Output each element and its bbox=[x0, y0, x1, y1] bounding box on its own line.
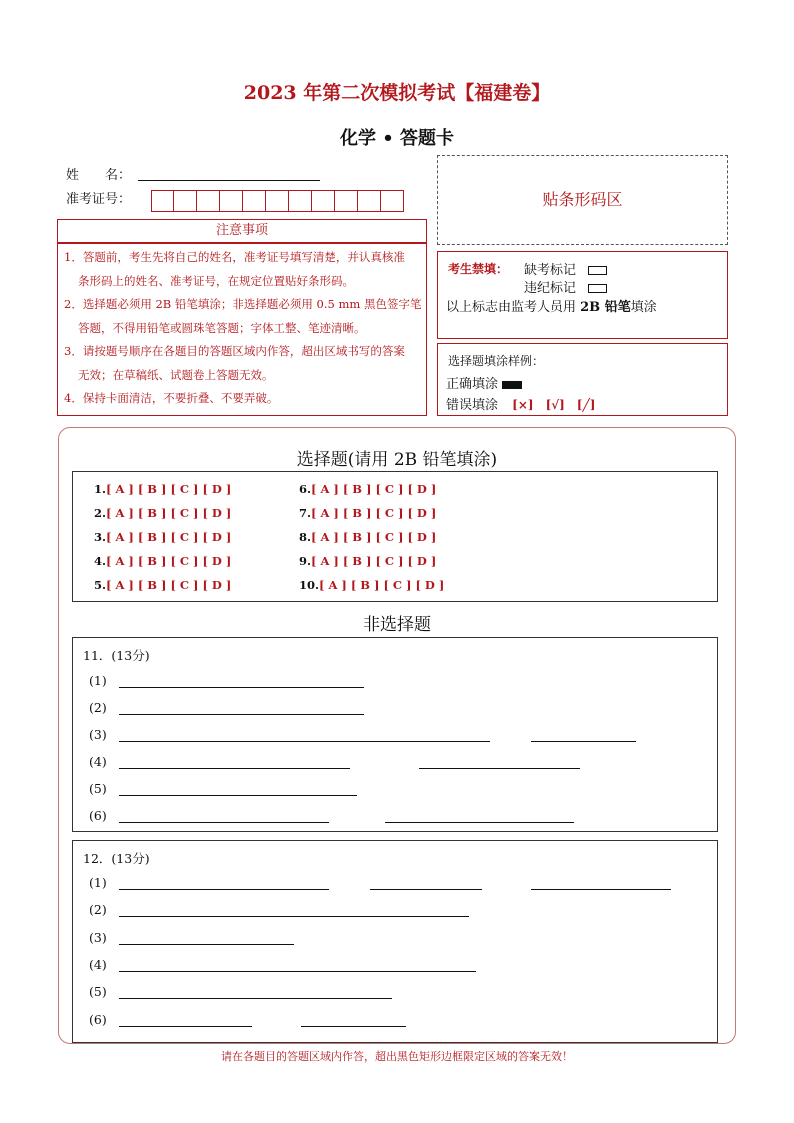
answer-line[interactable] bbox=[531, 741, 636, 742]
footer-warning: 请在各题目的答题区域内作答，超出黑色矩形边框限定区域的答案无效！ bbox=[221, 1050, 573, 1063]
answer-line[interactable] bbox=[119, 768, 350, 769]
answer-line[interactable] bbox=[301, 1026, 406, 1027]
mc-question[interactable]: 5.[ A ] [ B ] [ C ] [ D ] bbox=[94, 578, 232, 592]
answer-line[interactable] bbox=[119, 889, 329, 890]
id-cell[interactable] bbox=[312, 190, 335, 212]
mc-question[interactable]: 3.[ A ] [ B ] [ C ] [ D ] bbox=[94, 530, 232, 544]
q12-box bbox=[72, 840, 718, 1043]
answer-line[interactable] bbox=[119, 795, 357, 796]
wrong-fill-marks: [×] [√] [╱] bbox=[512, 398, 596, 412]
answer-line[interactable] bbox=[119, 687, 364, 688]
answer-line[interactable] bbox=[385, 822, 574, 823]
absent-label: 缺考标记 bbox=[524, 263, 577, 278]
notes-item: 条形码上的姓名、准考证号，在规定位置贴好条形码。 bbox=[78, 273, 354, 288]
q12-part-label: (4) bbox=[89, 957, 107, 972]
answer-line[interactable] bbox=[119, 1026, 252, 1027]
q11-part-label: (2) bbox=[89, 700, 107, 715]
answer-line[interactable] bbox=[119, 998, 392, 999]
notes-heading: 注意事项 bbox=[57, 219, 427, 243]
correct-fill-mark bbox=[502, 381, 522, 389]
barcode-label: 贴条形码区 bbox=[542, 190, 623, 209]
id-label: 准考证号： bbox=[66, 192, 132, 207]
answer-line[interactable] bbox=[119, 971, 476, 972]
q11-part-label: (5) bbox=[89, 781, 107, 796]
answer-line[interactable] bbox=[119, 916, 469, 917]
correct-fill-label: 正确填涂 bbox=[446, 377, 499, 392]
id-cell[interactable] bbox=[243, 190, 266, 212]
mc-question[interactable]: 8.[ A ] [ B ] [ C ] [ D ] bbox=[299, 530, 437, 544]
violation-label: 违纪标记 bbox=[524, 281, 577, 296]
q11-part-label: (6) bbox=[89, 808, 107, 823]
mc-question[interactable]: 2.[ A ] [ B ] [ C ] [ D ] bbox=[94, 506, 232, 520]
mc-heading: 选择题(请用 2B 铅笔填涂) bbox=[296, 450, 498, 470]
name-label: 姓 名： bbox=[66, 168, 132, 183]
prohibit-label: 考生禁填： bbox=[448, 262, 509, 276]
id-cell[interactable] bbox=[289, 190, 312, 212]
answer-line[interactable] bbox=[419, 768, 580, 769]
q11-part-label: (3) bbox=[89, 727, 107, 742]
id-cell[interactable] bbox=[335, 190, 358, 212]
q12-part-label: (6) bbox=[89, 1012, 107, 1027]
mc-question[interactable]: 6.[ A ] [ B ] [ C ] [ D ] bbox=[299, 482, 437, 496]
q11-title: 11．(13分) bbox=[83, 648, 150, 663]
id-cell[interactable] bbox=[220, 190, 243, 212]
q12-part-label: (2) bbox=[89, 902, 107, 917]
fill-example-heading: 选择题填涂样例： bbox=[448, 354, 545, 368]
id-cell[interactable] bbox=[358, 190, 381, 212]
barcode-area bbox=[437, 155, 728, 245]
q11-part-label: (4) bbox=[89, 754, 107, 769]
notes-box bbox=[57, 243, 427, 416]
notes-item: 无效；在草稿纸、试题卷上答题无效。 bbox=[78, 367, 274, 382]
name-field[interactable] bbox=[138, 180, 320, 181]
wrong-fill-label: 错误填涂 bbox=[446, 398, 499, 413]
fill-example-box bbox=[437, 343, 728, 416]
notes-item: 答题，不得用铅笔或圆珠笔答题；字体工整、笔迹清晰。 bbox=[78, 320, 366, 335]
id-cell[interactable] bbox=[151, 190, 174, 212]
id-cell[interactable] bbox=[197, 190, 220, 212]
answer-line[interactable] bbox=[119, 944, 294, 945]
q11-box bbox=[72, 637, 718, 832]
q12-title: 12．(13分) bbox=[83, 851, 150, 866]
prohibit-box bbox=[437, 251, 728, 339]
notes-item: 2．选择题必须用 2B 铅笔填涂；非选择题必须用 0.5 mm 黑色签字笔 bbox=[64, 297, 422, 311]
q12-part-label: (5) bbox=[89, 984, 107, 999]
page-title: 2023 年第二次模拟考试【福建卷】 bbox=[243, 82, 551, 104]
mc-question[interactable]: 10.[ A ] [ B ] [ C ] [ D ] bbox=[299, 578, 445, 592]
id-cell[interactable] bbox=[381, 190, 404, 212]
answer-line[interactable] bbox=[531, 889, 671, 890]
absent-mark[interactable] bbox=[588, 266, 607, 275]
answer-line[interactable] bbox=[119, 741, 490, 742]
notes-item: 1．答题前，考生先将自己的姓名，准考证号填写清楚，并认真核准 bbox=[64, 250, 405, 264]
q11-part-label: (1) bbox=[89, 673, 107, 688]
mc-question[interactable]: 4.[ A ] [ B ] [ C ] [ D ] bbox=[94, 554, 232, 568]
q12-part-label: (1) bbox=[89, 875, 107, 890]
q12-part-label: (3) bbox=[89, 930, 107, 945]
id-cell[interactable] bbox=[174, 190, 197, 212]
mc-question[interactable]: 7.[ A ] [ B ] [ C ] [ D ] bbox=[299, 506, 437, 520]
notes-item: 3．请按题号顺序在各题目的答题区域内作答，超出区域书写的答案 bbox=[64, 344, 405, 358]
answer-line[interactable] bbox=[119, 714, 364, 715]
id-cell[interactable] bbox=[266, 190, 289, 212]
mc-question[interactable]: 9.[ A ] [ B ] [ C ] [ D ] bbox=[299, 554, 437, 568]
mc-box bbox=[72, 471, 718, 602]
mc-question[interactable]: 1.[ A ] [ B ] [ C ] [ D ] bbox=[94, 482, 232, 496]
notes-item: 4．保持卡面清洁，不要折叠、不要弄破。 bbox=[64, 391, 279, 405]
nonmc-heading: 非选择题 bbox=[363, 615, 431, 635]
violation-mark[interactable] bbox=[588, 284, 607, 293]
answer-line[interactable] bbox=[370, 889, 482, 890]
page-subtitle: 化学 • 答题卡 bbox=[339, 128, 455, 149]
id-number-boxes[interactable] bbox=[151, 190, 404, 212]
answer-line[interactable] bbox=[119, 822, 329, 823]
prohibit-note: 以上标志由监考人员用 2B 铅笔填涂 bbox=[446, 300, 657, 315]
